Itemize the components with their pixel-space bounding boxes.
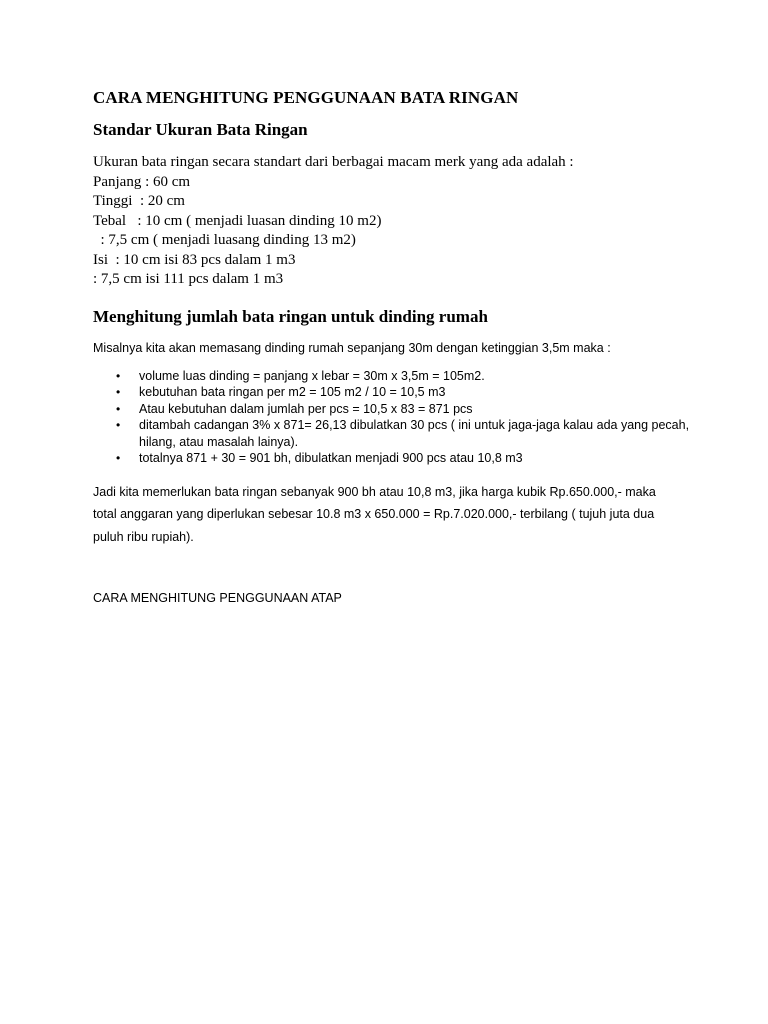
list-item bbox=[116, 384, 693, 401]
bullet-icon: • bbox=[116, 385, 121, 399]
list-item-text: ditambah cadangan 3% x 871= 26,13 dibulatkan 30 pcs ( ini untuk jaga-jaga kalau ada yang pecah, hilang, atau masalah lainya). bbox=[139, 418, 690, 449]
spec-line-tinggi: Tinggi : 20 cm bbox=[93, 193, 185, 209]
list-item-text: Atau kebutuhan dalam jumlah per pcs = 10,5 x 83 = 871 pcs bbox=[139, 401, 473, 416]
section-heading-menghitung-jumlah: Menghitung jumlah bata ringan untuk dinding rumah bbox=[93, 306, 488, 326]
list-item bbox=[116, 450, 693, 467]
spec-line-tebal-7-5: : 7,5 cm ( menjadi luasang dinding 13 m2) bbox=[93, 232, 356, 248]
section-heading-atap: CARA MENGHITUNG PENGGUNAAN ATAP bbox=[93, 591, 342, 605]
spec-line-isi-10: Isi : 10 cm isi 83 pcs dalam 1 m3 bbox=[93, 251, 296, 268]
bullet-icon: • bbox=[116, 401, 121, 416]
spec-intro-text: Ukuran bata ringan secara standart dari berbagai macam merk yang ada adalah : bbox=[93, 154, 574, 170]
calculation-bullet-list bbox=[93, 368, 693, 467]
list-item bbox=[116, 368, 693, 385]
list-item-text: kebutuhan bata ringan per m2 = 105 m2 / 10 = 10,5 m3 bbox=[139, 385, 446, 399]
spec-line-panjang: Panjang : 60 cm bbox=[93, 173, 191, 190]
document-title: CARA MENGHITUNG PENGGUNAAN BATA RINGAN bbox=[93, 88, 519, 107]
bullet-icon: • bbox=[116, 418, 121, 432]
spec-line-tebal-10: Tebal : 10 cm ( menjadi luasan dinding 10 m2) bbox=[93, 212, 382, 229]
calculation-intro-text: Misalnya kita akan memasang dinding rumah sepanjang 30m dengan ketinggian 3,5m maka : bbox=[93, 340, 611, 355]
list-item bbox=[116, 401, 693, 418]
document-content bbox=[93, 87, 693, 606]
list-item-text: volume luas dinding = panjang x lebar = 30m x 3,5m = 105m2. bbox=[139, 368, 485, 383]
bullet-icon: • bbox=[116, 451, 121, 465]
list-item-text: totalnya 871 + 30 = 901 bh, dibulatkan menjadi 900 pcs atau 10,8 m3 bbox=[139, 451, 523, 465]
bullet-icon: • bbox=[116, 368, 121, 383]
section-heading-standar-ukuran: Standar Ukuran Bata Ringan bbox=[93, 120, 308, 139]
conclusion-paragraph: Jadi kita memerlukan bata ringan sebanyak 900 bh atau 10,8 m3, jika harga kubik Rp.650.000,- maka total anggaran yang diperlukan sebesar 10.8 m3 x 650.000 = Rp.7.020.000,- terbilang ( tujuh juta dua puluh ribu rupiah). bbox=[93, 484, 656, 544]
list-item bbox=[116, 417, 693, 450]
spec-line-isi-7-5: : 7,5 cm isi 111 pcs dalam 1 m3 bbox=[93, 271, 284, 287]
